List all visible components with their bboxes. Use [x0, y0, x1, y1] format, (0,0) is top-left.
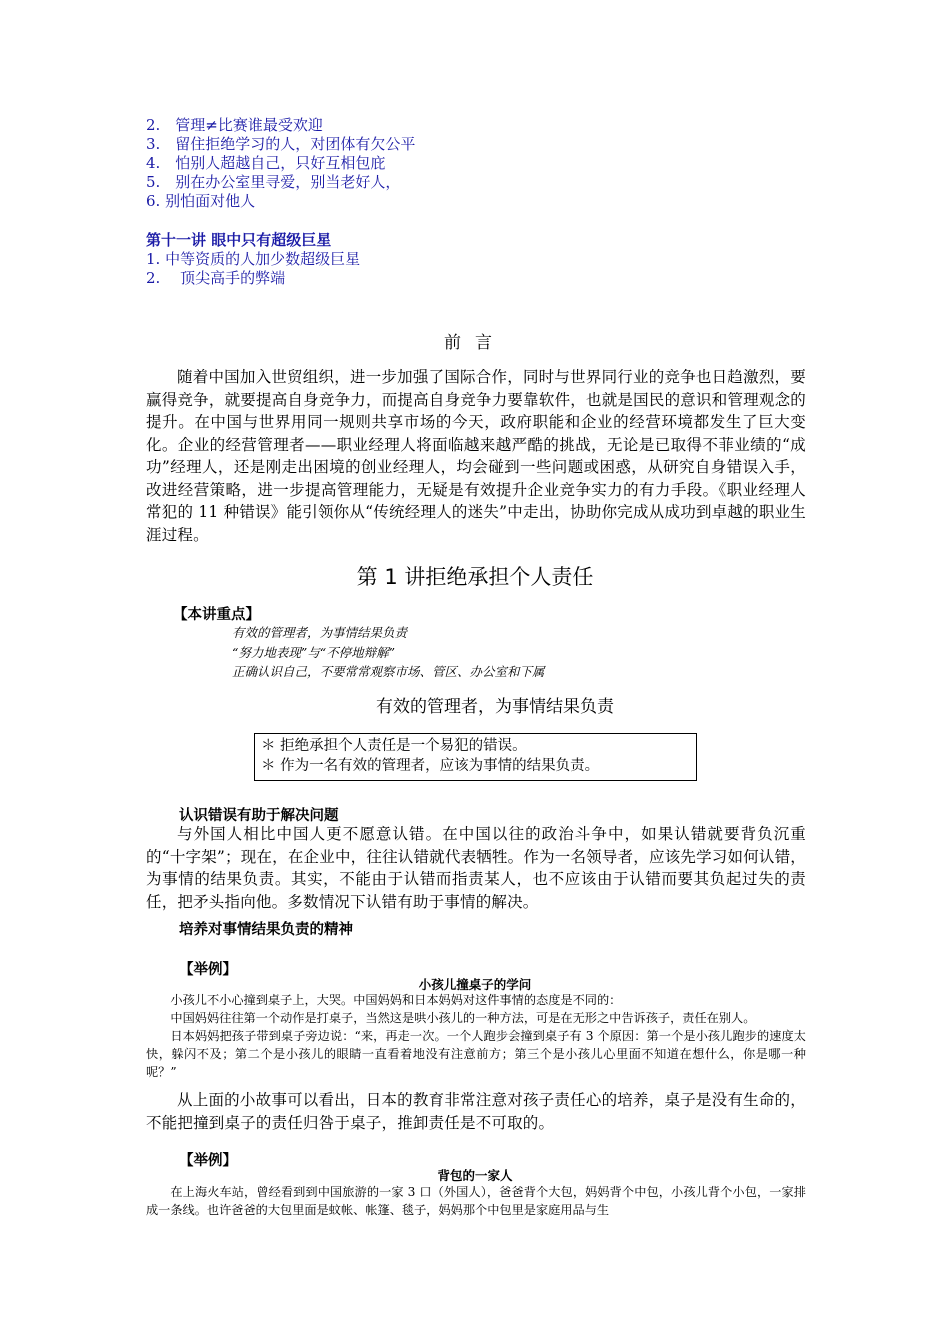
toc-item: 5. 别在办公室里寻爱，别当老好人， — [146, 173, 401, 191]
section-title: 有效的管理者，为事情结果负责 — [376, 697, 614, 717]
story-body — [146, 991, 806, 1081]
toc-item: 2. 管理≠比赛谁最受欢迎 — [146, 116, 323, 134]
story-title: 小孩儿撞桌子的学问 — [418, 977, 532, 992]
story-body — [146, 1183, 806, 1219]
toc-item: 1. 中等资质的人加少数超级巨星 — [146, 250, 361, 268]
subsection-title: 培养对事情结果负责的精神 — [179, 922, 353, 938]
toc-item: 2. 顶尖高手的弊端 — [146, 269, 286, 287]
toc-item: 3. 留住拒绝学习的人，对团体有欠公平 — [146, 135, 416, 153]
key-point: 正确认识自己，不要常常观察市场、管区、办公室和下属 — [232, 664, 545, 679]
toc-item: 6. 别怕面对他人 — [146, 192, 256, 210]
foreword-title: 前言 — [444, 333, 506, 353]
foreword-text: 随着中国加入世贸组织，进一步加强了国际合作，同时与世界同行业的竞争也日趋激烈，要赢得竞争，就要提高自身竞争力，而提高自身竞争力要靠软件，也就是国民的意识和管理观念的提升。在中国与世界用同一规则共享市场的今天，政府职能和企业的经营环境都发生了巨大变化。企业的经营管理者——职业经理人将面临越来越严酷的挑战，无论是已取得不菲业绩的“成功”经理人，还是刚走出困境的创业经理人，均会碰到一些问题或困惑，从研究自身错误入手，改进经营策略，进一步提高管理能力，无疑是有效提升企业竞争实力的有力手段。《职业经理人常犯的 11 种错误》能引领你从“传统经理人的迷失”中走出，协助你完成从成功到卓越的职业生涯过程。 — [146, 368, 806, 544]
toc-list-b — [146, 231, 360, 288]
subsection-paragraph — [146, 823, 806, 913]
key-points-list — [232, 623, 545, 682]
toc-lecture-heading: 第十一讲 眼中只有超级巨星 — [146, 231, 332, 249]
story-title: 背包的一家人 — [437, 1168, 513, 1183]
summary-line: ＊ 拒绝承担个人责任是一个易犯的错误。 — [261, 738, 527, 754]
summary-box — [254, 733, 697, 781]
key-point: “努力地表现”与“不停地辩解” — [232, 644, 396, 660]
summary-line: ＊ 作为一名有效的管理者，应该为事情的结果负责。 — [261, 758, 600, 774]
toc-item: 4. 怕别人超越自己，只好互相包庇 — [146, 154, 386, 172]
key-points-heading: 【本讲重点】 — [173, 607, 260, 623]
example-tag: 【举例】 — [179, 962, 237, 978]
subsection-title: 认识错误有助于解决问题 — [179, 808, 339, 824]
key-point: 有效的管理者，为事情结果负责 — [232, 625, 408, 640]
lecture-title: 第 1 讲拒绝承担个人责任 — [356, 565, 594, 589]
story-summary — [146, 1089, 806, 1134]
story-paragraph: 中国妈妈往往第一个动作是打桌子，当然这是哄小孩儿的一种方法，可是在无形之中告诉孩子，责任在别人。 — [170, 1011, 756, 1025]
story-summary-text: 从上面的小故事可以看出，日本的教育非常注意对孩子责任心的培养，桌子是没有生命的，不能把撞到桌子的责任归咎于桌子，推卸责任是不可取的。 — [146, 1091, 806, 1132]
subsection-text: 与外国人相比中国人更不愿意认错。在中国以往的政治斗争中，如果认错就要背负沉重的“十字架”；现在，在企业中，往往认错就代表牺牲。作为一名领导者，应该先学习如何认错，为事情的结果负责。其实，不能由于认错而指责某人，也不应该由于认错而要其负起过失的责任，把矛头指向他。多数情况下认错有助于事情的解决。 — [146, 825, 806, 911]
toc-list-a — [146, 116, 415, 211]
story-paragraph: 在上海火车站，曾经看到到中国旅游的一家 3 口（外国人），爸爸背个大包，妈妈背个中包，小孩儿背个小包，一家排成一条线。也许爸爸的大包里面是蚊帐、帐篷、毯子，妈妈那个中包里是家庭用品与生 — [146, 1185, 806, 1217]
story-paragraph: 小孩儿不小心撞到桌子上，大哭。中国妈妈和日本妈妈对这件事情的态度是不同的： — [170, 993, 622, 1007]
foreword-paragraph — [146, 366, 806, 546]
example-tag: 【举例】 — [179, 1153, 237, 1169]
story-paragraph: 日本妈妈把孩子带到桌子旁边说：“来，再走一次。一个人跑步会撞到桌子有 3 个原因：第一个是小孩儿跑步的速度太快，躲闪不及；第二个是小孩儿的眼睛一直看着地没有注意前方；第三个是小孩儿心里面不知道在想什么，你是哪一种呢？” — [146, 1029, 806, 1079]
